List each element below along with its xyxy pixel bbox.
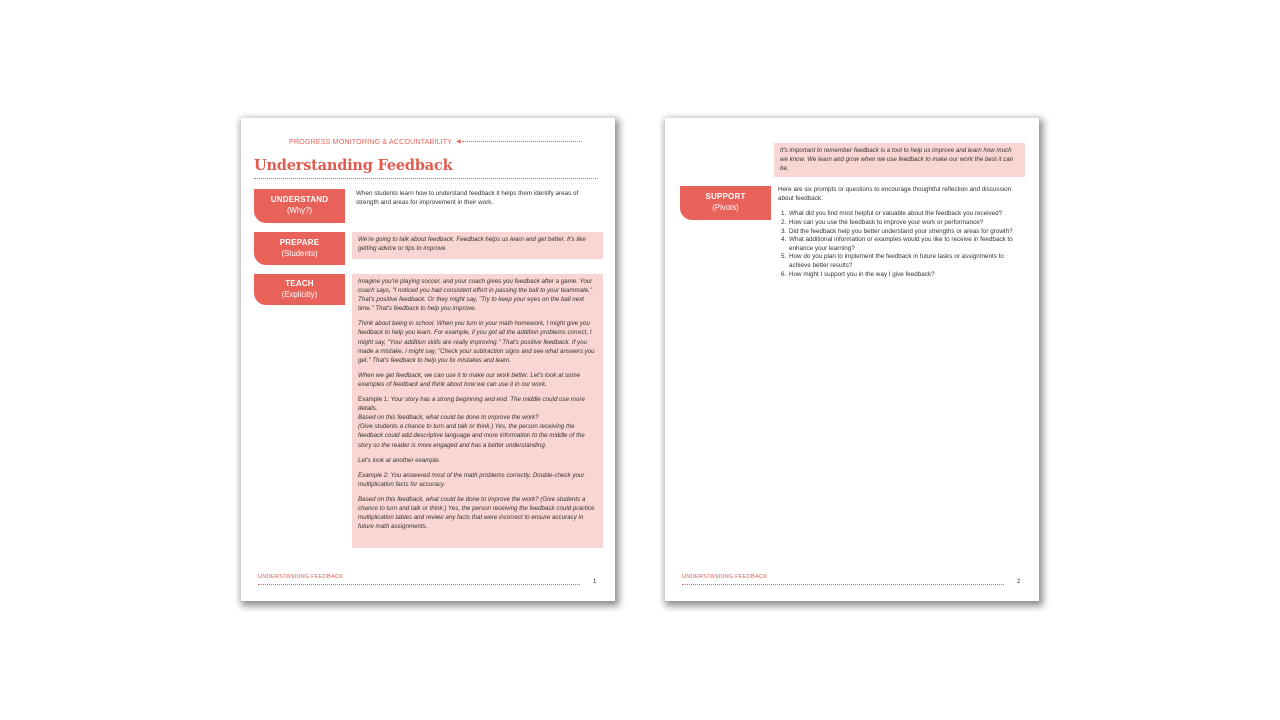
understand-text: When students learn how to understand feedback it helps them identify areas of strength and areas for improvement in their work. <box>356 190 579 207</box>
teach-paragraph: When we get feedback, we can use it to make our work better. Let's look at some examples of feedback and think about how we can use it in our work. <box>358 371 581 388</box>
prompt-item: 3. Did the feedback help you better understand your strengths or areas for growth? <box>788 228 1018 237</box>
title-dotted-rule <box>254 178 598 179</box>
teach-tab <box>254 274 345 305</box>
understand-sublabel: (Why?) <box>286 206 313 215</box>
support-tab <box>680 186 771 220</box>
page-number: 2 <box>1017 579 1021 585</box>
intro-box <box>774 143 1025 177</box>
prepare-sublabel: (Students) <box>281 249 318 258</box>
teach-paragraph: Imagine you're playing soccer, and your coach gives you feedback after a game. Your coach says, "I noticed you had consistent effort in passing the ball to your teammate." That's positive feedback. Or they might say, "Try to keep your eyes on the ball next time." That's feedback to help you improve. <box>358 278 593 313</box>
footer-label: UNDERSTANDING FEEDBACK <box>258 574 344 580</box>
example-1 <box>358 395 597 450</box>
footer-dotted-rule <box>682 584 1004 585</box>
section-kicker <box>289 137 582 146</box>
example-1-text: Your story has a strong beginning and end. The middle could use more details. <box>358 396 585 413</box>
kicker-label: PROGRESS MONITORING & ACCOUNTABILITY <box>289 137 453 146</box>
prompt-item: 4. What additional information or examples would you like to receive in feedback to enhance your learning? <box>788 236 1018 253</box>
example-1-answer: (Give students a chance to turn and talk or think.) Yes, the person receiving the feedback could add descriptive language and more information to the middle of the story so the reader is more engaged and has a better understanding. <box>358 423 585 449</box>
teach-box <box>352 274 603 548</box>
prompt-item: 1. What did you find most helpful or valuable about the feedback you received? <box>788 210 1018 219</box>
prompt-item: 6. How might I support you in the way I give feedback? <box>788 271 1018 280</box>
prompt-item: 2. How can you use the feedback to improve your work or performance? <box>788 219 1018 228</box>
prepare-text: We're going to talk about feedback. Feedback helps us learn and get better. It's like getting advice or tips to improve. <box>358 236 586 253</box>
support-sublabel: (Pivots) <box>712 203 739 212</box>
page-number: 1 <box>593 579 597 585</box>
support-label: SUPPORT <box>705 192 746 201</box>
prompt-item: 5. How do you plan to implement the feedback in future tasks or assignments to achieve better results? <box>788 253 1018 270</box>
prompts-list <box>778 210 1018 279</box>
support-content <box>778 185 1018 279</box>
document-page-1 <box>241 118 615 601</box>
footer-dotted-rule <box>258 584 580 585</box>
prepare-box <box>352 232 603 259</box>
arrow-left-icon: ◀ <box>456 139 461 145</box>
understand-label: UNDERSTAND <box>270 195 329 204</box>
footer-label: UNDERSTANDING FEEDBACK <box>682 574 768 580</box>
prepare-label: PREPARE <box>279 238 320 247</box>
teach-paragraph: Think about being in school. When you turn in your math homework, I might give you feedback to help you learn. For example, if you got all the addition problems correct, I might say, "Your addition skills are really improving." That's positive feedback. If you made a mistake, I might say, "Check your subtraction signs and see what answers you get." That's feedback to help you fix mistakes and learn. <box>358 320 595 364</box>
intro-text: It's important to remember feedback is a tool to help us improve and learn how much we know. We learn and grow when we use feedback to make our work the best it can be, <box>780 147 1014 173</box>
transition-text: Let's look at another example. <box>358 456 441 464</box>
document-page-2 <box>665 118 1039 601</box>
example-2: Example 2: You answered most of the math problems correctly. Double-check your multiplication facts for accuracy. <box>358 471 585 488</box>
teach-label: TEACH <box>285 279 314 288</box>
support-intro: Here are six prompts or questions to encourage thoughtful reflection and discussion about feedback: <box>778 186 1012 203</box>
example-1-label: Example 1: <box>358 396 389 404</box>
kicker-dotted-rule <box>462 141 582 142</box>
example-2-answer: Based on this feedback, what could be done to improve the work? (Give students a chance to turn and talk or think.) Yes, the person receiving the feedback could practice multiplication tables and review any facts that were incorrect to ensure accuracy in future math assignments. <box>358 495 595 531</box>
prepare-tab <box>254 232 345 265</box>
page-title: Understanding Feedback <box>254 157 453 174</box>
understand-tab <box>254 189 345 223</box>
example-1-question: Based on this feedback, what could be done to improve the work? <box>358 414 539 422</box>
teach-sublabel: (Explicitly) <box>281 290 318 299</box>
